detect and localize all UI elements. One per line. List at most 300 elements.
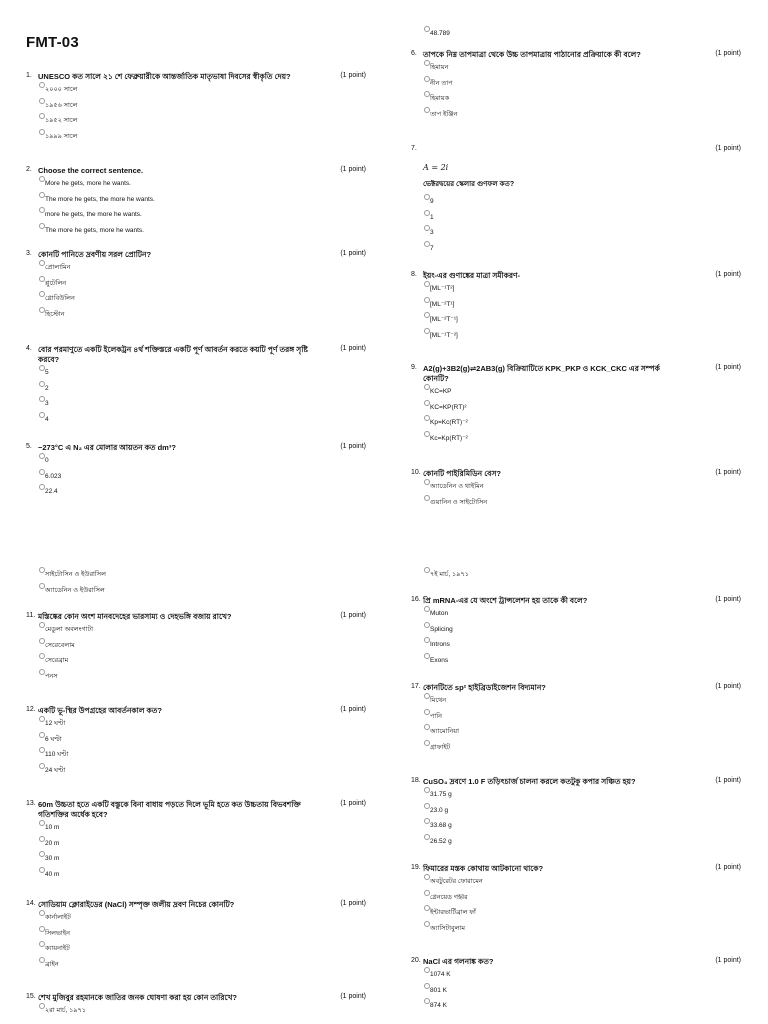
answer-option[interactable]	[425, 63, 741, 72]
radio-button-icon[interactable]	[39, 763, 45, 769]
radio-button-icon[interactable]	[424, 709, 430, 715]
answer-option[interactable]	[425, 986, 741, 995]
radio-button-icon[interactable]	[424, 890, 430, 896]
radio-button-icon[interactable]	[39, 192, 45, 198]
option-label: 10 m	[45, 824, 60, 831]
option-label: পানি	[430, 712, 443, 720]
option-label: ক্যায়নাইট	[45, 945, 70, 952]
option-label: more he gets, the more he wants.	[45, 211, 142, 218]
answer-option[interactable]	[425, 498, 741, 507]
radio-button-icon[interactable]	[39, 291, 45, 297]
answer-option[interactable]	[425, 434, 741, 443]
radio-button-icon[interactable]	[39, 941, 45, 947]
answer-option[interactable]	[40, 487, 366, 496]
question-header	[26, 706, 366, 716]
radio-button-icon[interactable]	[39, 98, 45, 104]
points-label: (1 point)	[715, 271, 741, 278]
question-number: 4.	[26, 345, 32, 352]
radio-button-icon[interactable]	[424, 91, 430, 97]
option-label: 20 m	[45, 839, 60, 847]
points-label: (1 point)	[715, 50, 741, 57]
question-block	[26, 443, 366, 503]
answer-option[interactable]	[425, 94, 741, 103]
answer-option[interactable]	[425, 197, 741, 206]
option-label: ১৯৫২ সালে	[45, 117, 78, 124]
answer-option[interactable]	[40, 944, 366, 953]
question-text: Choose the correct sentence.	[38, 166, 144, 175]
radio-button-icon[interactable]	[39, 365, 45, 371]
options-list	[425, 877, 741, 933]
option-label: [ML⁻¹T²]	[430, 285, 455, 292]
option-label: গ্রাফাইট	[430, 743, 451, 751]
question-block	[26, 72, 366, 147]
question-number: 8.	[411, 271, 417, 278]
option-label: 24 ঘণ্টা	[45, 766, 66, 774]
options-list	[40, 719, 366, 775]
question-block	[26, 567, 366, 601]
question-block	[26, 706, 366, 781]
answer-option[interactable]	[425, 228, 741, 237]
points-label: (1 point)	[715, 145, 741, 152]
answer-option[interactable]	[40, 766, 366, 775]
radio-button-icon[interactable]	[39, 669, 45, 675]
options-list	[40, 570, 366, 595]
question-header	[411, 957, 741, 967]
radio-button-icon[interactable]	[39, 1003, 45, 1009]
points-label: (1 point)	[340, 166, 366, 173]
answer-option[interactable]	[425, 924, 741, 933]
answer-option[interactable]	[40, 195, 366, 204]
question-header	[411, 596, 741, 606]
question-block	[411, 145, 741, 259]
answer-option[interactable]	[425, 743, 741, 752]
answer-option[interactable]	[40, 735, 366, 744]
answer-option[interactable]	[425, 837, 741, 846]
radio-button-icon[interactable]	[424, 210, 430, 216]
answer-option[interactable]	[425, 418, 741, 427]
question-number: 5.	[26, 443, 32, 450]
answer-option[interactable]	[40, 929, 366, 938]
options-list	[40, 625, 366, 681]
options-list	[40, 823, 366, 879]
radio-button-icon[interactable]	[39, 453, 45, 459]
question-header	[26, 250, 366, 260]
radio-button-icon[interactable]	[39, 926, 45, 932]
question-number: 16.	[411, 596, 421, 603]
question-number: 19.	[411, 864, 421, 871]
option-label: প্রোলামিন	[45, 264, 71, 271]
option-label: সেরেব্রাম	[45, 657, 69, 664]
option-label: Kc=Kp(RT)⁻²	[430, 434, 468, 442]
points-label: (1 point)	[715, 777, 741, 784]
answer-option[interactable]	[40, 85, 366, 94]
radio-button-icon[interactable]	[424, 225, 430, 231]
radio-button-icon[interactable]	[424, 26, 430, 32]
radio-button-icon[interactable]	[39, 583, 45, 589]
option-label: 3	[430, 229, 434, 236]
radio-button-icon[interactable]	[424, 967, 430, 973]
question-text: কোনটি পাইরিমিডিন বেস?	[423, 469, 501, 478]
question-block	[26, 345, 366, 430]
points-label: (1 point)	[340, 800, 366, 807]
answer-option[interactable]	[40, 625, 366, 634]
answer-option[interactable]	[425, 570, 741, 579]
radio-button-icon[interactable]	[39, 836, 45, 842]
answer-option[interactable]	[425, 727, 741, 736]
radio-button-icon[interactable]	[39, 207, 45, 213]
question-block	[411, 864, 741, 939]
radio-button-icon[interactable]	[424, 400, 430, 406]
answer-option[interactable]	[40, 399, 366, 408]
option-label: হিমায়ন	[430, 64, 449, 71]
answer-option[interactable]	[40, 586, 366, 595]
question-number: 18.	[411, 777, 421, 784]
radio-button-icon[interactable]	[424, 998, 430, 1004]
question-text: সোডিয়াম ক্লোরাইডের (NaCl) সম্পৃক্ত জলীয় দ্রবণ নিচের কোনটি?	[38, 900, 235, 909]
question-header	[26, 612, 366, 622]
radio-button-icon[interactable]	[424, 76, 430, 82]
radio-button-icon[interactable]	[424, 297, 430, 303]
option-label: 9	[430, 198, 434, 205]
answer-option[interactable]	[40, 226, 366, 235]
option-label: অ্যাডেনিন ও থাইমিন	[430, 483, 484, 490]
option-label: পনস	[45, 672, 58, 680]
question-header	[411, 364, 741, 384]
radio-button-icon[interactable]	[424, 622, 430, 628]
option-label: 22.4	[45, 488, 58, 495]
options-list	[425, 970, 741, 1010]
radio-button-icon[interactable]	[424, 431, 430, 437]
points-label: (1 point)	[340, 993, 366, 1000]
question-block	[411, 683, 741, 758]
options-list	[40, 456, 366, 496]
question-header	[411, 271, 741, 281]
option-label: 4	[45, 415, 49, 423]
answer-option[interactable]	[40, 839, 366, 848]
answer-option[interactable]	[425, 213, 741, 222]
option-label: গ্লোবিউলিন	[45, 295, 75, 302]
radio-button-icon[interactable]	[39, 732, 45, 738]
question-header	[26, 345, 366, 365]
radio-button-icon[interactable]	[39, 82, 45, 88]
radio-button-icon[interactable]	[39, 638, 45, 644]
question-number: 15.	[26, 993, 36, 1000]
radio-button-icon[interactable]	[424, 740, 430, 746]
radio-button-icon[interactable]	[39, 653, 45, 659]
answer-option[interactable]	[40, 310, 366, 319]
radio-button-icon[interactable]	[39, 820, 45, 826]
answer-option[interactable]	[40, 641, 366, 650]
answer-option[interactable]	[40, 719, 366, 728]
answer-option[interactable]	[425, 893, 741, 902]
radio-button-icon[interactable]	[424, 60, 430, 66]
option-label: ব্রাইন	[45, 960, 59, 968]
option-label: 12 ঘণ্টা	[45, 720, 66, 727]
answer-option[interactable]	[40, 913, 366, 922]
answer-option[interactable]	[40, 116, 366, 125]
option-label: অবটুরেটর ফোরামেন	[430, 878, 483, 885]
option-label: সাইটোসিন ও ইউরাসিল	[45, 571, 106, 578]
radio-button-icon[interactable]	[424, 787, 430, 793]
radio-button-icon[interactable]	[424, 312, 430, 318]
question-number: 9.	[411, 364, 417, 371]
answer-option[interactable]	[40, 368, 366, 377]
points-label: (1 point)	[715, 957, 741, 964]
radio-button-icon[interactable]	[39, 910, 45, 916]
points-label: (1 point)	[340, 250, 366, 257]
option-label: Kp=Kc(RT)⁻²	[430, 419, 468, 426]
option-label: নীন তাপ	[430, 79, 453, 87]
option-label: [ML⁻²T¹]	[430, 300, 455, 308]
answer-option[interactable]	[425, 609, 741, 618]
answer-option[interactable]	[40, 132, 366, 141]
option-label: 30 m	[45, 855, 60, 862]
option-label: 0	[45, 457, 49, 464]
radio-button-icon[interactable]	[424, 818, 430, 824]
option-label: গুয়ানিন ও সাইটোসিন	[430, 498, 488, 506]
answer-option[interactable]	[425, 821, 741, 830]
question-text: UNESCO কত সালে ২১ শে ফেব্রুয়ারীকে আন্তর্জাতিক মাতৃভাষা দিবসের স্বীকৃতি দেয়?	[38, 72, 291, 81]
question-number: 13.	[26, 800, 36, 807]
radio-button-icon[interactable]	[39, 747, 45, 753]
question-text: একটি ভূ-স্থির উপগ্রহের আবর্তনকাল কত?	[38, 706, 162, 715]
question-block	[26, 250, 366, 325]
option-label: ২০০০ সালে	[45, 86, 78, 93]
option-label: ৭ই মার্চ, ১৯৭১	[430, 571, 469, 578]
question-block	[411, 271, 741, 346]
answer-option[interactable]	[425, 806, 741, 815]
answer-option[interactable]	[425, 244, 741, 253]
option-label: [ML⁻¹T⁻²]	[430, 331, 458, 339]
answer-option[interactable]	[425, 331, 741, 340]
question-text: কোনটিতে sp² হাইব্রিডাইজেশন বিদ্যমান?	[423, 683, 546, 692]
radio-button-icon[interactable]	[39, 867, 45, 873]
answer-option[interactable]	[40, 210, 366, 219]
radio-button-icon[interactable]	[424, 693, 430, 699]
options-list	[40, 913, 366, 969]
question-number: 2.	[26, 166, 32, 173]
question-text: ইয়ং-এর গুণাঙ্কের মাত্রা সমীকরণ-	[423, 271, 521, 280]
option-label: তাপ ইঞ্জিন	[430, 110, 458, 118]
radio-button-icon[interactable]	[424, 905, 430, 911]
answer-option[interactable]	[425, 877, 741, 886]
points-label: (1 point)	[340, 900, 366, 907]
answer-option[interactable]	[40, 456, 366, 465]
radio-button-icon[interactable]	[39, 716, 45, 722]
question-header	[26, 800, 366, 820]
radio-button-icon[interactable]	[424, 874, 430, 880]
points-label: (1 point)	[715, 596, 741, 603]
answer-option[interactable]	[40, 672, 366, 681]
radio-button-icon[interactable]	[39, 223, 45, 229]
answer-option[interactable]	[40, 384, 366, 393]
radio-button-icon[interactable]	[39, 469, 45, 475]
question-number: 20.	[411, 957, 421, 964]
question-block	[26, 993, 366, 1022]
radio-button-icon[interactable]	[39, 260, 45, 266]
answer-option[interactable]	[425, 403, 741, 412]
option-label: Exons	[430, 656, 449, 664]
radio-button-icon[interactable]	[424, 803, 430, 809]
answer-option[interactable]	[425, 970, 741, 979]
option-label: অ্যামোনিয়া	[430, 728, 459, 735]
answer-option[interactable]	[40, 101, 366, 110]
answer-option[interactable]	[425, 29, 741, 38]
question-block	[411, 957, 741, 1017]
radio-button-icon[interactable]	[424, 983, 430, 989]
answer-option[interactable]	[425, 908, 741, 917]
radio-button-icon[interactable]	[39, 276, 45, 282]
points-label: (1 point)	[715, 683, 741, 690]
answer-option[interactable]	[425, 315, 741, 324]
question-text: প্রি mRNA-এর যে অংশে ট্রান্সলেশন হয় তাকে কী বলে?	[423, 596, 588, 605]
options-list	[425, 790, 741, 846]
radio-button-icon[interactable]	[424, 107, 430, 113]
question-header	[411, 683, 741, 693]
answer-option[interactable]	[40, 750, 366, 759]
radio-button-icon[interactable]	[39, 622, 45, 628]
radio-button-icon[interactable]	[424, 567, 430, 573]
option-label: সেরেবেলাম	[45, 641, 75, 649]
answer-option[interactable]	[40, 823, 366, 832]
radio-button-icon[interactable]	[39, 396, 45, 402]
radio-button-icon[interactable]	[424, 606, 430, 612]
answer-option[interactable]	[425, 482, 741, 491]
answer-option[interactable]	[425, 284, 741, 293]
points-label: (1 point)	[715, 469, 741, 476]
answer-option[interactable]	[40, 870, 366, 879]
option-label: 7	[430, 244, 434, 252]
answer-option[interactable]	[425, 656, 741, 665]
option-label: ১৯৫৬ সালে	[45, 101, 78, 109]
options-list	[425, 570, 741, 579]
question-header	[26, 166, 366, 176]
radio-button-icon[interactable]	[424, 495, 430, 501]
question-text	[423, 145, 683, 155]
options-list	[425, 284, 741, 340]
options-list	[425, 482, 741, 507]
question-block	[411, 364, 741, 449]
option-label: Muton	[430, 610, 449, 617]
radio-button-icon[interactable]	[424, 415, 430, 421]
answer-option[interactable]	[40, 960, 366, 969]
option-label: 40 m	[45, 870, 60, 878]
radio-button-icon[interactable]	[424, 834, 430, 840]
question-text: 60m উচ্চতা হতে একটি বস্তুকে বিনা বাধায় পড়তে দিলে ভূমি হতে কত উচ্চতায় বিভবশক্তি গতিশক্তির অর্ধেক হবে?	[38, 800, 301, 819]
radio-button-icon[interactable]	[424, 724, 430, 730]
question-number: 1.	[26, 72, 32, 79]
question-block	[411, 596, 741, 671]
answer-option[interactable]	[40, 472, 366, 481]
options-list	[40, 263, 366, 319]
question-header	[411, 50, 741, 60]
radio-button-icon[interactable]	[424, 194, 430, 200]
answer-option[interactable]	[40, 656, 366, 665]
answer-option[interactable]	[40, 1006, 366, 1015]
answer-option[interactable]	[425, 696, 741, 705]
radio-button-icon[interactable]	[424, 241, 430, 247]
radio-button-icon[interactable]	[39, 113, 45, 119]
question-block	[411, 50, 741, 125]
question-block	[411, 567, 741, 586]
radio-button-icon[interactable]	[39, 381, 45, 387]
answer-option[interactable]	[40, 570, 366, 579]
option-label: হিস্টোন	[45, 310, 65, 318]
points-label: (1 point)	[340, 612, 366, 619]
radio-button-icon[interactable]	[39, 484, 45, 490]
question-header	[26, 993, 366, 1003]
answer-option[interactable]	[425, 110, 741, 119]
option-label: Splicing	[430, 625, 453, 633]
radio-button-icon[interactable]	[424, 328, 430, 334]
answer-option[interactable]	[40, 415, 366, 424]
answer-option[interactable]	[425, 790, 741, 799]
option-label: 31.75 g	[430, 791, 452, 798]
radio-button-icon[interactable]	[424, 384, 430, 390]
radio-button-icon[interactable]	[424, 921, 430, 927]
question-block	[411, 26, 741, 45]
option-label: হিমায়ক	[430, 95, 450, 102]
answer-option[interactable]	[40, 294, 366, 303]
question-header	[26, 900, 366, 910]
option-label: সিলভাইন	[45, 929, 70, 937]
answer-option[interactable]	[40, 279, 366, 288]
option-label: 6 ঘণ্টা	[45, 735, 62, 743]
question-block	[411, 777, 741, 852]
radio-button-icon[interactable]	[39, 567, 45, 573]
options-list	[40, 1006, 366, 1015]
question-text: বোর পরমাণুতে একটি ইলেকট্রন ৪র্থ শক্তিস্তরে একটি পূর্ণ আবর্তন করতে কয়টি পূর্ণ তরঙ্গ সৃষ্টি করবে?	[38, 345, 308, 364]
question-header	[411, 145, 741, 155]
answer-option[interactable]	[425, 712, 741, 721]
answer-option[interactable]	[425, 79, 741, 88]
answer-option[interactable]	[40, 854, 366, 863]
question-block	[26, 800, 366, 885]
option-label: 3	[45, 400, 49, 407]
radio-button-icon[interactable]	[39, 412, 45, 418]
option-label: 110 ঘণ্টা	[45, 751, 69, 758]
answer-option[interactable]	[425, 640, 741, 649]
options-list	[40, 368, 366, 424]
radio-button-icon[interactable]	[424, 653, 430, 659]
option-label: অ্যাসিটাবুলাম	[430, 924, 465, 932]
radio-button-icon[interactable]	[424, 637, 430, 643]
radio-button-icon[interactable]	[39, 307, 45, 313]
radio-button-icon[interactable]	[39, 957, 45, 963]
radio-button-icon[interactable]	[424, 281, 430, 287]
question-number: 6.	[411, 50, 417, 57]
option-label: 1074 K	[430, 971, 451, 978]
answer-option[interactable]	[40, 263, 366, 272]
answer-option[interactable]	[425, 300, 741, 309]
answer-option[interactable]	[40, 179, 366, 188]
radio-button-icon[interactable]	[39, 851, 45, 857]
radio-button-icon[interactable]	[39, 129, 45, 135]
options-list	[40, 179, 366, 235]
question-number: 17.	[411, 683, 421, 690]
question-header	[411, 864, 741, 874]
option-label: অ্যাডেনিন ও ইউরাসিল	[45, 586, 105, 594]
radio-button-icon[interactable]	[424, 479, 430, 485]
question-block	[26, 166, 366, 241]
answer-option[interactable]	[425, 387, 741, 396]
option-label: 1	[430, 213, 434, 221]
answer-option[interactable]	[425, 1001, 741, 1010]
answer-option[interactable]	[425, 625, 741, 634]
question-header	[411, 777, 741, 787]
option-label: মেডুলা অবলংগাটা	[45, 626, 94, 633]
radio-button-icon[interactable]	[39, 176, 45, 182]
